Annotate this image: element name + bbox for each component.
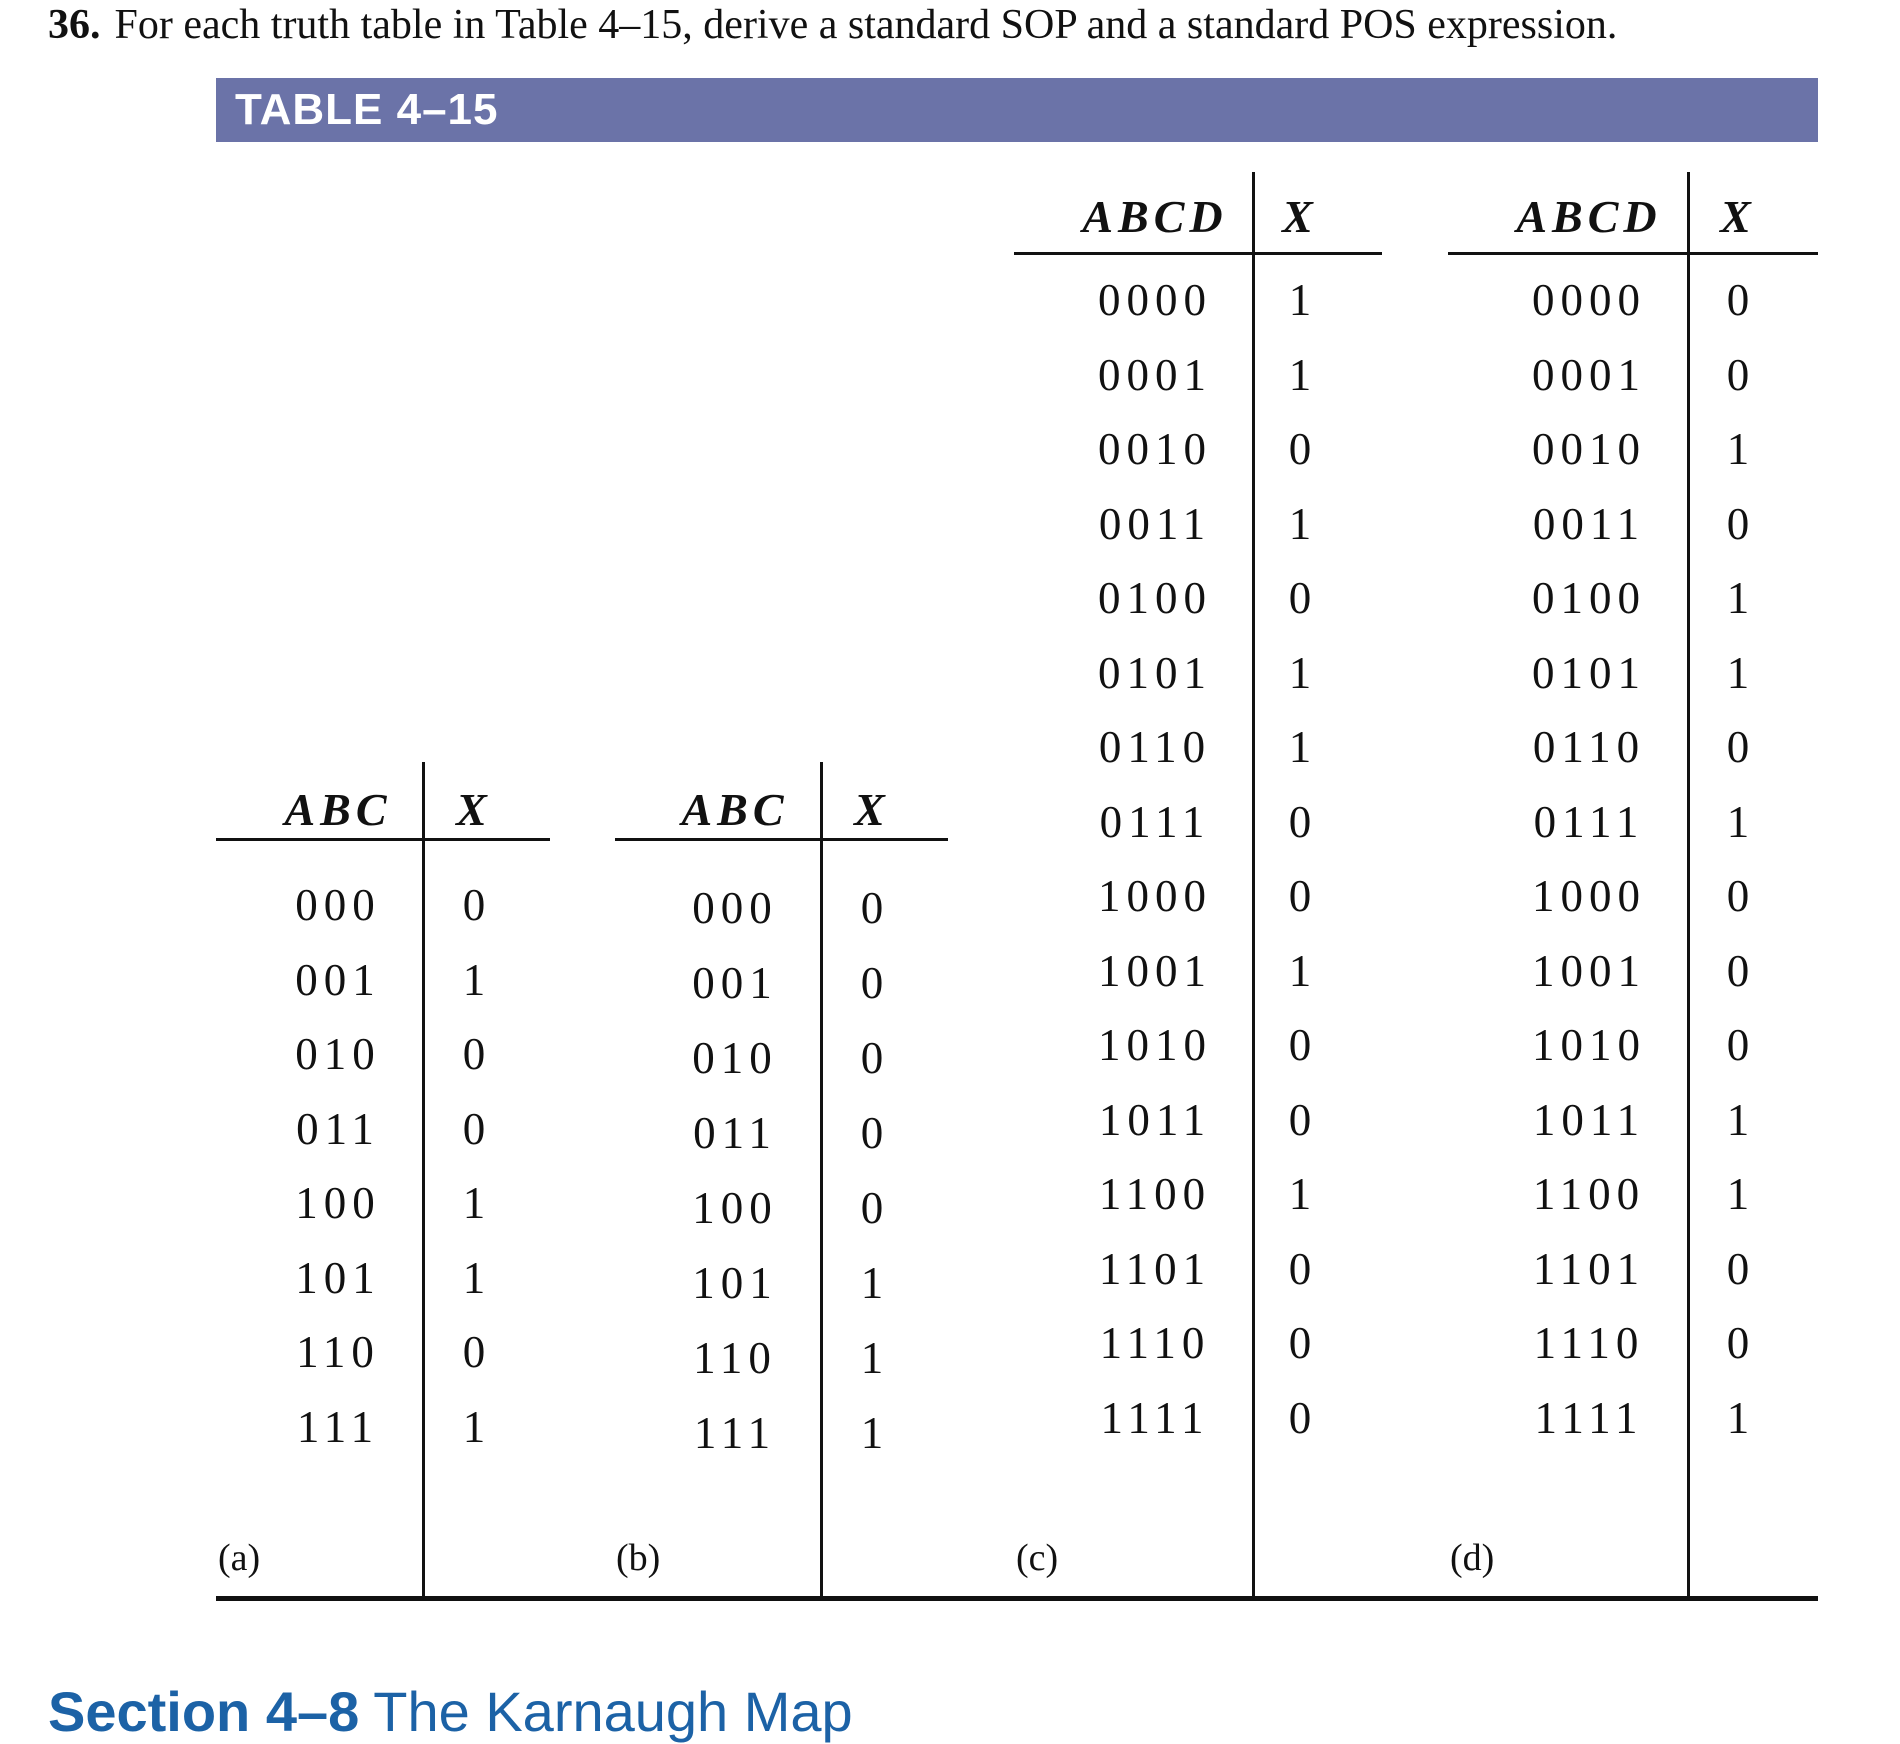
table-c-row-15-inputs: 1111 (1100, 1393, 1210, 1443)
table-d-row-14-output: 0 (1726, 1318, 1750, 1368)
table-d-row-7-inputs: 0111 (1533, 797, 1645, 847)
table-b-row-6-output: 1 (860, 1333, 884, 1383)
table-a-row-0-output: 0 (462, 880, 486, 930)
table-a-row-6-output: 0 (462, 1327, 486, 1377)
table-d-row-2-inputs: 0010 (1532, 424, 1646, 474)
table-c-row-10-inputs: 1010 (1098, 1020, 1212, 1070)
table-d-header-rule (1448, 252, 1818, 255)
section-title: The Karnaugh Map (373, 1680, 853, 1743)
table-a-row-5-output: 1 (462, 1253, 486, 1303)
table-a-row-2-inputs: 010 (295, 1029, 381, 1079)
table-b-row-5-inputs: 101 (692, 1258, 778, 1308)
table-c-label: (c) (1016, 1537, 1059, 1579)
table-c-row-4-output: 0 (1288, 573, 1312, 623)
table-c-row-9-inputs: 1001 (1098, 946, 1212, 996)
table-c-header-rule (1014, 252, 1382, 255)
table-c-row-14-inputs: 1110 (1099, 1318, 1211, 1368)
table-c-row-4-inputs: 0100 (1098, 573, 1212, 623)
table-a-row-3-inputs: 011 (296, 1104, 380, 1154)
table-c-row-3-inputs: 0011 (1098, 499, 1212, 549)
table-d-row-2-output: 1 (1726, 424, 1750, 474)
table-b-row-4-inputs: 100 (692, 1183, 778, 1233)
table-d-row-9-inputs: 1001 (1532, 946, 1646, 996)
table-c-row-15-output: 0 (1288, 1393, 1312, 1443)
table-c-row-7-inputs: 0111 (1099, 797, 1211, 847)
table-c-row-0-output: 1 (1288, 275, 1312, 325)
table-d-row-11-output: 1 (1726, 1095, 1750, 1145)
section-number: Section 4–8 (48, 1680, 360, 1743)
table-d-row-4-inputs: 0100 (1532, 573, 1646, 623)
table-d-input-header: ABCD (1516, 191, 1662, 242)
table-c-row-7-output: 0 (1288, 797, 1312, 847)
table-d-row-3-output: 0 (1726, 499, 1750, 549)
table-b-row-6-inputs: 110 (693, 1333, 777, 1383)
table-b-row-3-inputs: 011 (693, 1108, 777, 1158)
table-b-row-0-output: 0 (860, 883, 884, 933)
table-a-row-3-output: 0 (462, 1104, 486, 1154)
table-a-row-1-inputs: 001 (295, 955, 381, 1005)
table-a-row-4-output: 1 (462, 1178, 486, 1228)
table-d-label: (d) (1450, 1537, 1495, 1579)
table-bottom-rule (216, 1596, 1818, 1601)
table-d-row-4-output: 1 (1726, 573, 1750, 623)
table-c-row-2-inputs: 0010 (1098, 424, 1212, 474)
table-d-row-8-inputs: 1000 (1532, 871, 1646, 921)
section-heading (48, 1680, 853, 1744)
table-a-row-2-output: 0 (462, 1029, 486, 1079)
table-b-row-2-inputs: 010 (692, 1033, 778, 1083)
table-b-header-rule (615, 838, 948, 841)
table-banner (216, 78, 1818, 142)
table-d-row-14-inputs: 1110 (1533, 1318, 1645, 1368)
table-a-row-6-inputs: 110 (296, 1327, 380, 1377)
table-b-row-7-output: 1 (860, 1408, 884, 1458)
table-b-row-1-inputs: 001 (692, 958, 778, 1008)
problem-number: 36. (48, 2, 101, 48)
table-c-row-0-inputs: 0000 (1098, 275, 1212, 325)
table-d-row-5-output: 1 (1726, 648, 1750, 698)
table-d-row-10-inputs: 1010 (1532, 1020, 1646, 1070)
table-a-header-rule (216, 838, 550, 841)
table-d-row-1-inputs: 0001 (1532, 350, 1646, 400)
table-d-row-3-inputs: 0011 (1532, 499, 1646, 549)
table-c-output-header: X (1282, 191, 1318, 242)
table-b-row-1-output: 0 (860, 958, 884, 1008)
table-b-row-3-output: 0 (860, 1108, 884, 1158)
table-d-row-0-output: 0 (1726, 275, 1750, 325)
table-c-row-1-output: 1 (1288, 350, 1312, 400)
table-c-row-6-output: 1 (1288, 722, 1312, 772)
table-a-input-header: ABC (284, 784, 392, 835)
table-d-row-1-output: 0 (1726, 350, 1750, 400)
table-a-row-7-output: 1 (462, 1402, 486, 1452)
table-c-row-14-output: 0 (1288, 1318, 1312, 1368)
table-d-row-12-output: 1 (1726, 1169, 1750, 1219)
table-d-row-6-output: 0 (1726, 722, 1750, 772)
table-d-row-12-inputs: 1100 (1532, 1169, 1646, 1219)
table-c-row-8-inputs: 1000 (1098, 871, 1212, 921)
table-c-row-8-output: 0 (1288, 871, 1312, 921)
table-c-row-12-output: 1 (1288, 1169, 1312, 1219)
table-c-row-10-output: 0 (1288, 1020, 1312, 1070)
table-c-row-1-inputs: 0001 (1098, 350, 1212, 400)
table-a-row-1-output: 1 (462, 955, 486, 1005)
table-d-row-9-output: 0 (1726, 946, 1750, 996)
table-a-row-0-inputs: 000 (295, 880, 381, 930)
table-a-row-4-inputs: 100 (295, 1178, 381, 1228)
table-a-output-header: X (456, 784, 492, 835)
table-d-output-header: X (1720, 191, 1756, 242)
table-a-row-7-inputs: 111 (296, 1402, 380, 1452)
table-d-row-0-inputs: 0000 (1532, 275, 1646, 325)
problem-statement (48, 0, 1868, 50)
table-d-row-13-output: 0 (1726, 1244, 1750, 1294)
table-b-row-5-output: 1 (860, 1258, 884, 1308)
table-d-row-5-inputs: 0101 (1532, 648, 1646, 698)
table-d-row-7-output: 1 (1726, 797, 1750, 847)
table-a-label: (a) (218, 1537, 261, 1579)
table-banner-title: TABLE 4–15 (235, 85, 499, 134)
table-c-row-13-output: 0 (1288, 1244, 1312, 1294)
table-d-row-13-inputs: 1101 (1532, 1244, 1646, 1294)
table-c-row-2-output: 0 (1288, 424, 1312, 474)
table-c-row-5-inputs: 0101 (1098, 648, 1212, 698)
table-c-input-header: ABCD (1082, 191, 1228, 242)
table-b-label: (b) (616, 1537, 661, 1579)
table-d-row-6-inputs: 0110 (1532, 722, 1646, 772)
table-d-row-10-output: 0 (1726, 1020, 1750, 1070)
table-c-row-5-output: 1 (1288, 648, 1312, 698)
table-c-row-11-output: 0 (1288, 1095, 1312, 1145)
table-b-row-0-inputs: 000 (692, 883, 778, 933)
table-b-row-7-inputs: 111 (693, 1408, 777, 1458)
table-c-row-13-inputs: 1101 (1098, 1244, 1212, 1294)
table-a-row-5-inputs: 101 (295, 1253, 381, 1303)
table-b-output-header: X (854, 784, 890, 835)
table-d-row-11-inputs: 1011 (1532, 1095, 1646, 1145)
table-c-row-6-inputs: 0110 (1098, 722, 1212, 772)
table-b-row-2-output: 0 (860, 1033, 884, 1083)
problem-text: For each truth table in Table 4–15, derive a standard SOP and a standard POS expression. (114, 2, 1618, 48)
table-c-row-3-output: 1 (1288, 499, 1312, 549)
table-c-row-12-inputs: 1100 (1098, 1169, 1212, 1219)
table-b-row-4-output: 0 (860, 1183, 884, 1233)
table-d-row-15-inputs: 1111 (1534, 1393, 1644, 1443)
table-b-input-header: ABC (681, 784, 789, 835)
table-d-row-8-output: 0 (1726, 871, 1750, 921)
table-c-row-9-output: 1 (1288, 946, 1312, 996)
table-c-row-11-inputs: 1011 (1098, 1095, 1212, 1145)
table-d-row-15-output: 1 (1726, 1393, 1750, 1443)
